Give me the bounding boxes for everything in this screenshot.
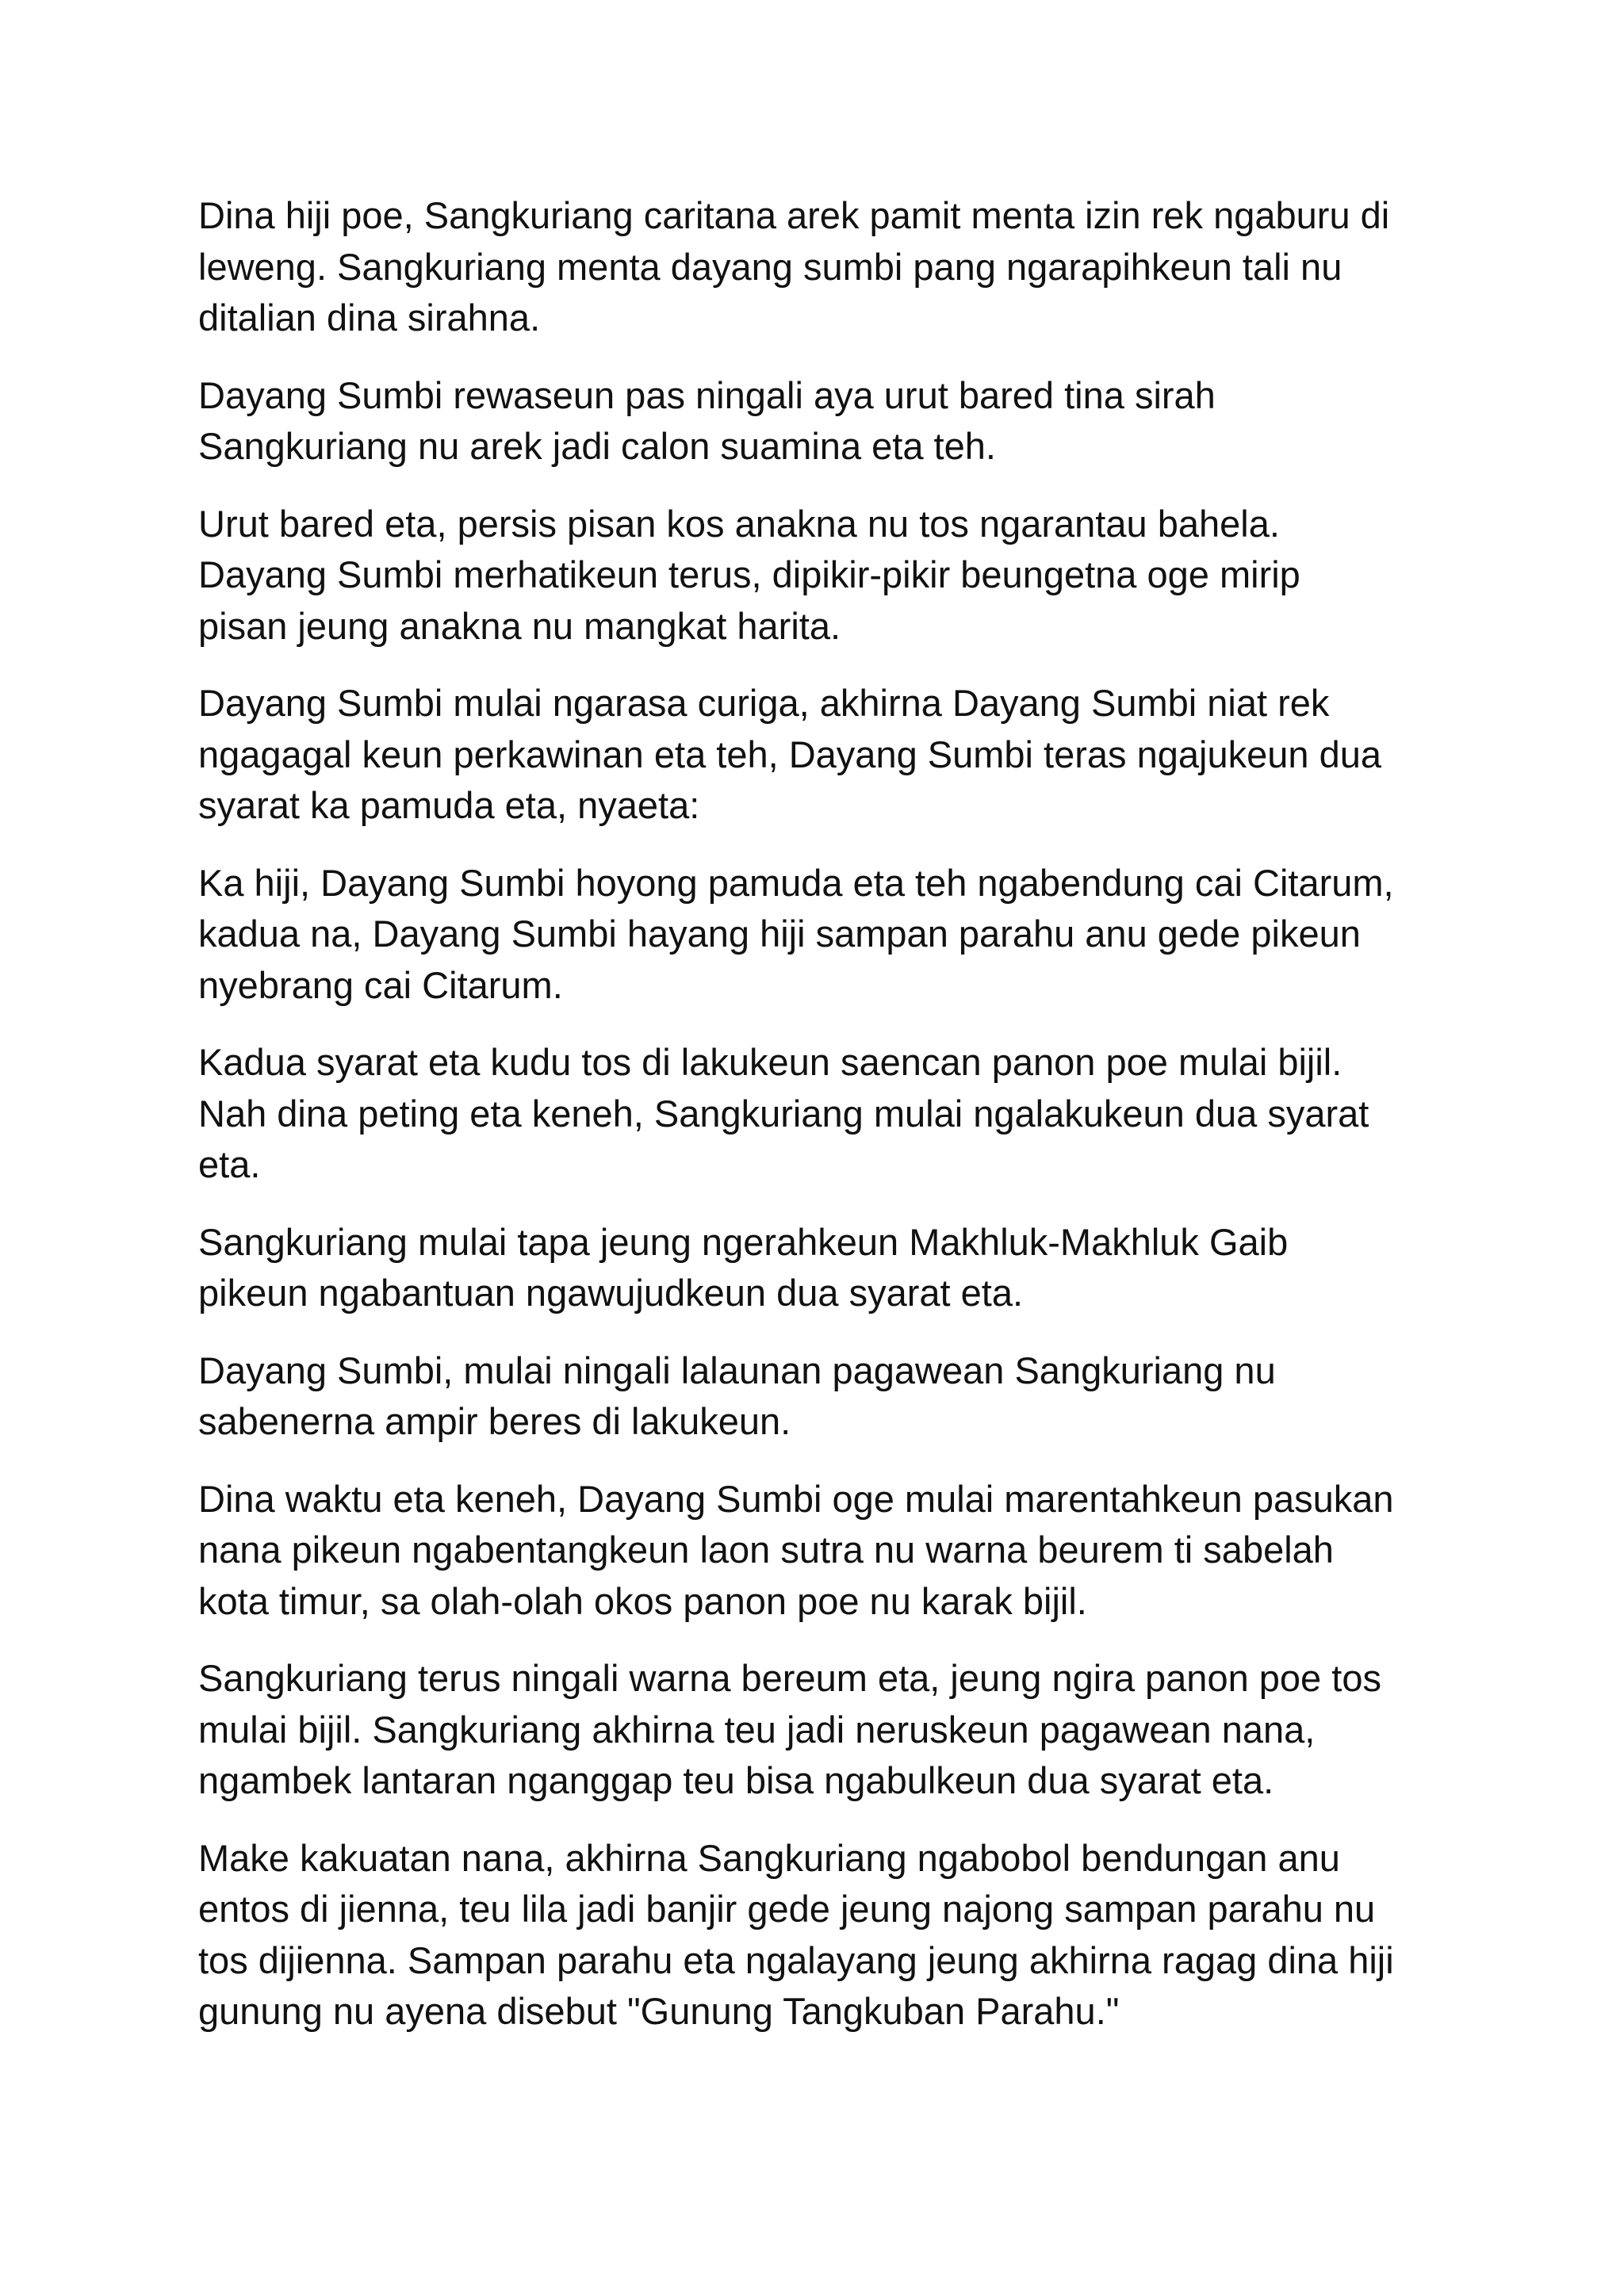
text-line: syarat ka pamuda eta, nyaeta: [198,784,700,826]
text-line: Kadua syarat eta kudu tos di lakukeun saencan panon poe mulai bijil. [198,1041,1342,1083]
paragraph-6 [198,1037,1451,1191]
text-line: kadua na, Dayang Sumbi hayang hiji sampan parahu anu gede pikeun [198,913,1361,955]
text-line: Urut bared eta, persis pisan kos anakna nu tos ngarantau bahela. [198,502,1280,545]
text-line: Dayang Sumbi rewaseun pas ningali aya urut bared tina sirah [198,373,1216,416]
text-line: Sangkuriang nu arek jadi calon suamina eta teh. [198,425,996,467]
paragraph-2 [198,370,1451,473]
paragraph-1 [198,190,1451,344]
text-line: eta. [198,1143,261,1185]
paragraph-3 [198,499,1451,652]
text-line: gunung nu ayena disebut "Gunung Tangkuban Parahu." [198,1990,1120,2032]
text-line: Dayang Sumbi, mulai ningali lalaunan pagawean Sangkuriang nu [198,1349,1276,1391]
text-line: nana pikeun ngabentangkeun laon sutra nu warna beurem ti sabelah [198,1529,1334,1571]
text-line: entos di jienna, teu lila jadi banjir gede jeung najong sampan parahu nu [198,1888,1376,1930]
paragraph-9 [198,1474,1451,1628]
text-line: sabenerna ampir beres di lakukeun. [198,1400,791,1442]
paragraph-8 [198,1345,1451,1448]
paragraph-10 [198,1653,1451,1807]
text-line: ngagagal keun perkawinan eta teh, Dayang Sumbi teras ngajukeun dua [198,733,1381,775]
text-line: leweng. Sangkuriang menta dayang sumbi pang ngarapihkeun tali nu [198,245,1342,288]
text-line: nyebrang cai Citarum. [198,963,563,1006]
text-line: Dina hiji poe, Sangkuriang caritana arek pamit menta izin rek ngaburu di [198,194,1390,236]
paragraph-5 [198,858,1451,1012]
text-line: Dayang Sumbi mulai ngarasa curiga, akhirna Dayang Sumbi niat rek [198,682,1330,724]
text-line: Dayang Sumbi merhatikeun terus, dipikir-pikir beungetna oge mirip [198,553,1300,595]
text-line: Dina waktu eta keneh, Dayang Sumbi oge mulai marentahkeun pasukan [198,1477,1394,1520]
text-line: Nah dina peting eta keneh, Sangkuriang mulai ngalakukeun dua syarat [198,1092,1369,1135]
paragraph-4 [198,678,1451,832]
text-line: kota timur, sa olah-olah okos panon poe nu karak bijil. [198,1579,1087,1622]
text-line: pikeun ngabantuan ngawujudkeun dua syarat eta. [198,1272,1024,1314]
text-line: Ka hiji, Dayang Sumbi hoyong pamuda eta teh ngabendung cai Citarum, [198,861,1394,904]
text-line: ditalian dina sirahna. [198,297,541,339]
paragraph-7 [198,1217,1451,1319]
text-line: mulai bijil. Sangkuriang akhirna teu jadi neruskeun pagawean nana, [198,1708,1316,1751]
text-line: Sangkuriang terus ningali warna bereum eta, jeung ngira panon poe tos [198,1657,1381,1699]
text-line: Make kakuatan nana, akhirna Sangkuriang ngabobol bendungan anu [198,1836,1340,1879]
paragraph-11 [198,1833,1451,2038]
document-body [198,190,1451,2064]
text-line: tos dijienna. Sampan parahu eta ngalayang jeung akhirna ragag dina hiji [198,1938,1394,1981]
text-line: ngambek lantaran nganggap teu bisa ngabulkeun dua syarat eta. [198,1759,1274,1801]
text-line: pisan jeung anakna nu mangkat harita. [198,604,841,647]
text-line: Sangkuriang mulai tapa jeung ngerahkeun Makhluk-Makhluk Gaib [198,1220,1289,1263]
